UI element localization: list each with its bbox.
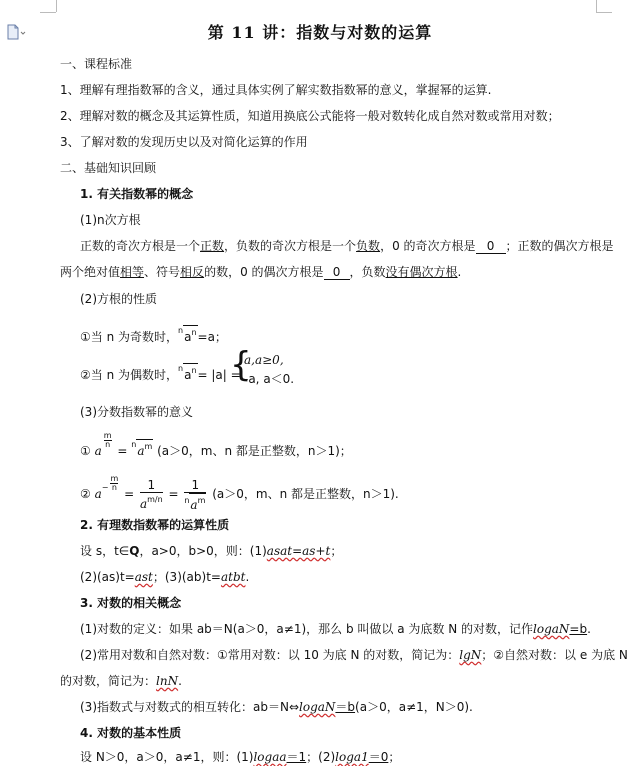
subheading-root-properties: (2)方根的性质 (80, 292, 157, 306)
root-property-even: ②当 n 为偶数时，$^na^n= |a|$ = (80, 364, 241, 382)
common-natural-log-line-2: 的对数，简记为：lnN. (60, 674, 182, 688)
blank-even-root-zero: 0 (324, 265, 350, 280)
topic-heading-logarithm: 3. 对数的相关概念 (80, 596, 182, 610)
subheading-fractional-exponent: (3)分数指数幂的意义 (80, 405, 193, 419)
exp-log-conversion: (3)指数式与对数式的相互转化：ab＝N⇔logaN＝b(a＞0，a≠1，N＞0). (80, 700, 473, 714)
fractional-exponent-negative: ② a− $\frac{m}{n}$ = $\frac{1}{a^{m/n}}$ = $\frac{1}{^na^m}$ (a＞0，m、n 都是正整数，n＞1). (80, 474, 399, 512)
subheading-nth-root: (1)n次方根 (80, 213, 141, 227)
fractional-exponent-positive: ① a $\frac{m}{n}$ = $^na^m$ (a＞0，m、n 都是正整数，n＞1)； (80, 431, 352, 458)
section-heading-standards: 一、课程标准 (60, 57, 133, 71)
piecewise-case-1: a,a≥0, (244, 353, 284, 367)
common-natural-log-line-1: (2)常用对数和自然对数：①常用对数：以 10 为底 N 的对数，简记为：lgN；②自然对数：以 e 为底 N (80, 648, 628, 662)
standard-item-3: 3、了解对数的发现历史以及对简化运算的作用 (60, 135, 308, 149)
topic-heading-exponent: 1. 有关指数幂的概念 (80, 187, 194, 201)
logarithm-definition: (1)对数的定义：如果 ab＝N(a＞0，a≠1)，那么 b 叫做以 a 为底数 N 的对数，记作logaN=b. (80, 622, 591, 636)
piecewise-case-2: -a, a＜0. (244, 372, 295, 386)
log-properties-line-1: 设 N＞0，a＞0，a≠1，则：(1)logaa＝1；(2)loga1＝0； (80, 750, 401, 764)
page-title: 第 11 讲：指数与对数的运算 (207, 23, 433, 42)
exponent-rules-line-1: 设 s，t∈Q，a>0，b>0，则：(1)asat=as+t； (80, 544, 343, 558)
standard-item-1: 1、理解有理指数幂的含义，通过具体实例了解实数指数幂的意义，掌握幂的运算. (60, 83, 492, 97)
nth-root-text-line-1: 正数的奇次方根是一个正数，负数的奇次方根是一个负数，0 的奇次方根是 0 ；正数的偶次方根是 (80, 239, 614, 253)
exponent-rules-line-2: (2)(as)t=ast；(3)(ab)t=atbt. (80, 570, 250, 584)
piecewise-brace: { (230, 345, 252, 385)
nth-root-text-line-2: 两个绝对值相等、符号相反的数，0 的偶次方根是 0 ，负数没有偶次方根. (60, 265, 462, 279)
standard-item-2: 2、理解对数的概念及其运算性质，知道用换底公式能将一般对数转化成自然对数或常用对数； (60, 109, 560, 123)
root-property-odd: ①当 n 为奇数时，$^na^n=a$； (80, 326, 227, 344)
blank-odd-root-zero: 0 (476, 239, 506, 254)
topic-heading-log-properties: 4. 对数的基本性质 (80, 726, 182, 740)
topic-heading-exponent-rules: 2. 有理数指数幂的运算性质 (80, 518, 230, 532)
section-heading-review: 二、基础知识回顾 (60, 161, 157, 175)
